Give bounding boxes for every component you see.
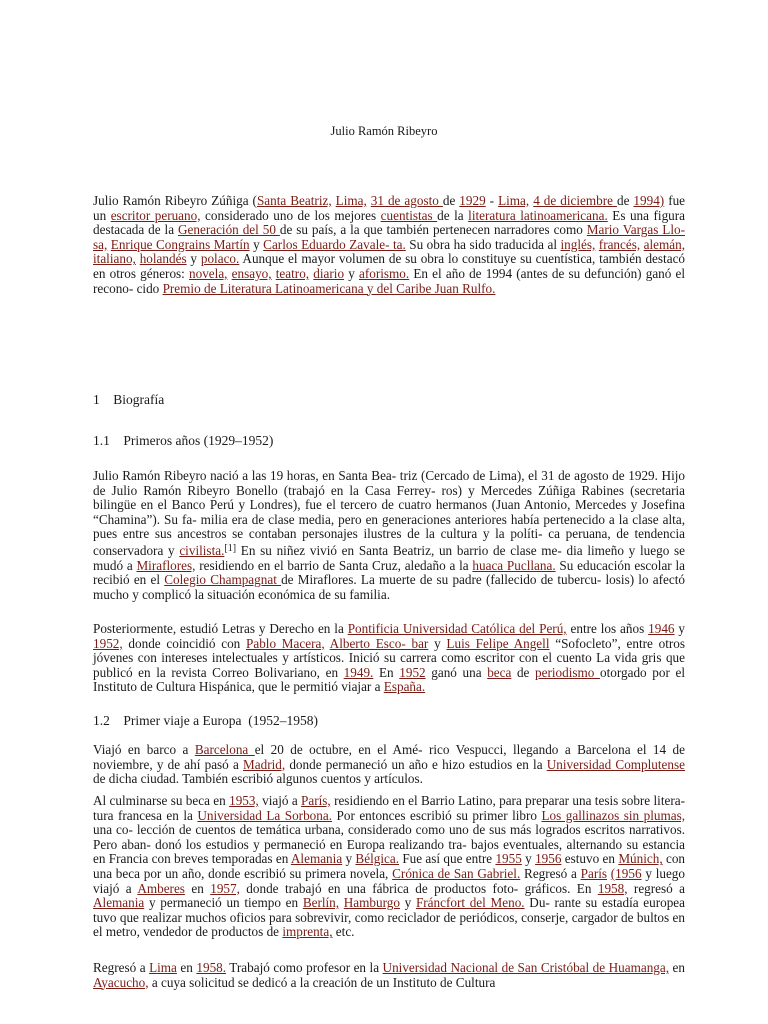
intro-paragraph bbox=[93, 194, 685, 296]
text-run: de bbox=[616, 193, 634, 208]
link-mario-vargas-llo-sa[interactable]: Mario Vargas Llo- sa, bbox=[93, 222, 685, 252]
link-aleman[interactable]: alemán, bbox=[643, 236, 686, 252]
text-run: “Sofocleto”, entre otros jóvenes con intereses intelectuales y artísticos. Inició su carrera como escritor con el cuento La vida gris que publicó en la revista Correo Bolivariano, en bbox=[93, 635, 686, 680]
link-luis-felipe-angell[interactable]: Luis Felipe Angell bbox=[446, 635, 550, 651]
link-imprenta[interactable]: imprenta, bbox=[282, 924, 333, 940]
link-ensayo[interactable]: ensayo, bbox=[231, 265, 272, 281]
link-enrique-congrains-martin[interactable]: Enrique Congrains Martín bbox=[110, 236, 250, 252]
text-run: donde permaneció un año e hizo estudios en la bbox=[285, 756, 547, 772]
text-run: viajó a bbox=[258, 793, 302, 808]
link-alemania[interactable]: Alemania bbox=[290, 851, 343, 867]
text-run: Posteriormente, estudió Letras y Derecho en la bbox=[93, 621, 348, 636]
link-1949[interactable]: 1949. bbox=[343, 664, 374, 680]
paragraph-nacimiento bbox=[93, 469, 685, 602]
text-run: Trabajó como profesor en la bbox=[226, 960, 383, 975]
link-paris[interactable]: París bbox=[580, 865, 607, 881]
link-pablo-macera[interactable]: Pablo Macera, bbox=[246, 635, 325, 651]
paragraph-regreso-lima bbox=[93, 961, 685, 990]
link-santa-beatriz[interactable]: Santa Beatriz, bbox=[256, 193, 332, 208]
text-run: Fue así que entre bbox=[399, 851, 496, 867]
text-run: y bbox=[399, 895, 416, 911]
link-barcelona[interactable]: Barcelona bbox=[194, 742, 255, 757]
text-run: entre los años bbox=[566, 621, 649, 636]
section-heading-primer-viaje: 1.2 Primer viaje a Europa (1952–1958) bbox=[93, 713, 318, 728]
link-periodismo[interactable]: periodismo bbox=[535, 664, 601, 680]
text-run: de dicha ciudad. También escribió algunos cuentos y artículos. bbox=[93, 771, 423, 787]
text-run: En el año de 1994 (antes de su defunción) ganó el recono- cido bbox=[93, 265, 686, 296]
text-run: Es una figura destacada de la bbox=[93, 207, 685, 238]
text-run: donde trabajó en una fábrica de productos foto- gráficos. En bbox=[239, 880, 598, 896]
text-run: regresó a bbox=[627, 880, 685, 896]
section-heading-primeros-anos: 1.1 Primeros años (1929–1952) bbox=[93, 433, 274, 448]
link-berlin[interactable]: Berlín, bbox=[302, 895, 340, 911]
link-civilista[interactable]: civilista. bbox=[179, 542, 225, 558]
text-run: Julio Ramón Ribeyro Zúñiga ( bbox=[93, 193, 257, 208]
text-run: Su educación escolar la recibió en el bbox=[93, 557, 685, 588]
link-ingles[interactable]: inglés, bbox=[560, 236, 596, 252]
text-run: y bbox=[342, 851, 356, 867]
link-1956[interactable]: (1956 bbox=[610, 865, 642, 881]
text-run: Du- rante su estadía europea tuvo que realizar muchos oficios para sobrevivir, como reciclador de periódicos, conserje, cargador de bultos en el metro, vendedor de productos de bbox=[93, 895, 686, 940]
text-run: y bbox=[249, 236, 264, 252]
link-italiano[interactable]: italiano, bbox=[93, 251, 136, 267]
text-run: En su niñez vivió en Santa Beatriz, un barrio de clase me- dia limeño y luego se mudó a bbox=[93, 542, 685, 573]
link-alemania[interactable]: Alemania bbox=[93, 895, 145, 911]
link-lima[interactable]: Lima, bbox=[335, 193, 367, 208]
text-run: otorgado por el Instituto de Cultura Hispánica, que le permitió viajar a bbox=[93, 664, 685, 695]
text-run: etc. bbox=[332, 924, 355, 940]
link-1994[interactable]: 1994) bbox=[633, 193, 665, 208]
text-run: y bbox=[428, 635, 447, 651]
link-teatro[interactable]: teatro, bbox=[275, 265, 310, 281]
text-run: en bbox=[176, 960, 197, 975]
link-diario[interactable]: diario bbox=[313, 265, 345, 281]
link-polaco[interactable]: polaco. bbox=[200, 251, 240, 267]
link-pontificia-universidad-catolica-del-peru[interactable]: Pontificia Universidad Católica del Perú, bbox=[347, 621, 567, 636]
link-1958[interactable]: 1958. bbox=[196, 960, 227, 975]
link-munich[interactable]: Múnich, bbox=[618, 851, 663, 867]
text-run: Al culminarse su beca en bbox=[93, 793, 230, 808]
text-run: de Miraflores. La muerte de su padre (fallecido de tubercu- losis) lo afectó mucho y complicó la situación económica de su familia. bbox=[93, 572, 685, 602]
link-1955[interactable]: 1955 bbox=[495, 851, 522, 867]
link-aforismo[interactable]: aforismo. bbox=[359, 265, 410, 281]
text-run: Su obra ha sido traducida al bbox=[405, 236, 561, 252]
text-run: Regresó a bbox=[520, 865, 581, 881]
text-run: el 20 de octubre, en el Amé- rico Vespucci, llegando a Barcelona el 14 de noviembre, y de ahí pasó a bbox=[93, 742, 685, 772]
link-1952[interactable]: 1952, bbox=[93, 635, 123, 651]
text-run: ganó una bbox=[425, 664, 488, 680]
link-belgica[interactable]: Bélgica. bbox=[355, 851, 399, 867]
link-literatura-latinoamericana[interactable]: literatura latinoamericana. bbox=[468, 207, 608, 223]
link-frances[interactable]: francés, bbox=[598, 236, 641, 252]
text-run: y bbox=[521, 851, 536, 867]
link-hamburgo[interactable]: Hamburgo bbox=[343, 895, 400, 911]
link-ayacucho[interactable]: Ayacucho, bbox=[93, 974, 149, 990]
link-1946[interactable]: 1946 bbox=[648, 621, 675, 636]
link-alberto-esco-bar[interactable]: Alberto Esco- bar bbox=[329, 635, 429, 651]
text-run: y bbox=[344, 265, 359, 281]
text-run: de bbox=[442, 193, 460, 208]
text-run: Julio Ramón Ribeyro nació a las 19 horas, en Santa Bea- triz (Cercado de Lima), el 31 de agosto de 1929. Hijo de Julio Ramón Ribeyro Bonello (trabajó en la Casa Ferrey- ros) y Mercedes Zúñiga Rabines (secretaria bilingüe en el Banco Perú y Londres), fue el tercero de cuatro hermanos (Juan Antonio, Mercedes y Josefina “Chamina”). Su fa- milia era de clase media, pero en generaciones anteriores había pertenecido a la clase alta, pues entre sus ancestros se contaban personajes ilustres de la cultura y la políti- ca peruana, de tendencia conservadora y bbox=[93, 468, 685, 558]
text-run: de bbox=[511, 664, 536, 680]
text-run: a cuya solicitud se dedicó a la creación de un Instituto de Cultura bbox=[148, 974, 496, 990]
link-generacion-del-50[interactable]: Generación del 50 bbox=[178, 222, 280, 238]
link-1956[interactable]: 1956 bbox=[535, 851, 562, 867]
text-run: en bbox=[669, 960, 685, 975]
text-run: y permaneció un tiempo en bbox=[144, 895, 303, 911]
link-4-de-diciembre[interactable]: 4 de diciembre bbox=[533, 193, 617, 208]
text-run: residiendo en el Barrio Latino, para preparar una tesis sobre litera- tura francesa en la bbox=[93, 793, 685, 823]
link-beca[interactable]: beca bbox=[487, 664, 512, 680]
text-run: en bbox=[184, 880, 211, 896]
link-madrid[interactable]: Madrid, bbox=[243, 756, 286, 772]
text-run: estuvo en bbox=[561, 851, 619, 867]
link-universidad-la-sorbona[interactable]: Universidad La Sorbona. bbox=[197, 807, 333, 823]
text-run: Regresó a bbox=[93, 960, 150, 975]
link-1952[interactable]: 1952 bbox=[399, 664, 426, 680]
link-paris[interactable]: París, bbox=[301, 793, 331, 808]
text-run: y bbox=[674, 621, 685, 636]
link-los-gallinazos-sin-plumas[interactable]: Los gallinazos sin plumas, bbox=[541, 807, 686, 823]
link-universidad-complutense[interactable]: Universidad Complutense bbox=[546, 756, 685, 772]
link-francfort-del-meno[interactable]: Fráncfort del Meno. bbox=[415, 895, 525, 911]
link-lima[interactable]: Lima bbox=[149, 960, 177, 975]
link-premio-de-literatura-latinoamericana-y-del-caribe-juan-rulfo[interactable]: Premio de Literatura Latinoamericana y del Caribe Juan Rulfo. bbox=[162, 280, 496, 296]
link-carlos-eduardo-zavale-ta[interactable]: Carlos Eduardo Zavale- ta. bbox=[263, 236, 406, 252]
link-espana[interactable]: España. bbox=[383, 679, 426, 695]
link-1958[interactable]: 1958, bbox=[597, 880, 628, 896]
text-run: con una beca por un año, donde escribió su primera novela, bbox=[93, 851, 686, 881]
text-run: En bbox=[373, 664, 400, 680]
text-run: de la bbox=[437, 207, 469, 223]
text-run: considerado uno de los mejores bbox=[200, 207, 381, 223]
paragraph-viaje-barcelona bbox=[93, 743, 685, 787]
link-colegio-champagnat[interactable]: Colegio Champagnat bbox=[164, 572, 282, 588]
link-1957[interactable]: 1957, bbox=[210, 880, 240, 896]
paragraph-estudios bbox=[93, 622, 685, 695]
link-escritor-peruano[interactable]: escritor peruano, bbox=[110, 207, 201, 223]
text-run: residiendo en el barrio de Santa Cruz, aledaño a la bbox=[195, 557, 473, 573]
link-cronica-de-san-gabriel[interactable]: Crónica de San Gabriel. bbox=[392, 865, 521, 881]
link-universidad-nacional-de-san-cristobal-de-huamanga[interactable]: Universidad Nacional de San Cristóbal de Huamanga, bbox=[382, 960, 670, 975]
link-cuentistas[interactable]: cuentistas bbox=[380, 207, 438, 223]
link-miraflores[interactable]: Miraflores, bbox=[136, 557, 196, 573]
link-1953[interactable]: 1953, bbox=[229, 793, 259, 808]
text-run: una co- lección de cuentos de temática urbana, considerado como uno de sus más logrados escritos narrativos. Pero aban- donó los estudios y permaneció en Europa realizando tra- bajos eventuales, alternando su estancia en Francia con breves temporadas en bbox=[93, 822, 685, 867]
text-run: Por entonces escribió su primer libro bbox=[332, 807, 542, 823]
link-novela[interactable]: novela, bbox=[189, 265, 228, 281]
link-huaca-pucllana[interactable]: huaca Pucllana. bbox=[472, 557, 556, 573]
paragraph-paris bbox=[93, 794, 685, 940]
text-run: donde coincidió con bbox=[122, 635, 247, 651]
text-run: Aunque el mayor volumen de su obra lo constituye su cuentística, también destacó en otros géneros: bbox=[93, 251, 686, 281]
link-amberes[interactable]: Amberes bbox=[137, 880, 185, 896]
text-run: y luego viajó a bbox=[93, 865, 685, 896]
text-run: - bbox=[485, 193, 499, 208]
link-1929[interactable]: 1929 bbox=[459, 193, 486, 208]
text-run: y bbox=[186, 251, 201, 267]
link-31-de-agosto[interactable]: 31 de agosto bbox=[370, 193, 443, 208]
link-holandes[interactable]: holandés bbox=[139, 251, 187, 267]
text-run: Viajó en barco a bbox=[93, 742, 195, 757]
document-title: Julio Ramón Ribeyro bbox=[330, 124, 438, 138]
footnote-reference[interactable]: [1] bbox=[224, 542, 237, 554]
section-heading-biografia: 1 Biografía bbox=[93, 392, 165, 407]
text-run: de su país, a la que también pertenecen narradores como bbox=[279, 222, 587, 238]
text-run: fue un bbox=[93, 193, 686, 223]
link-lima[interactable]: Lima, bbox=[498, 193, 530, 208]
